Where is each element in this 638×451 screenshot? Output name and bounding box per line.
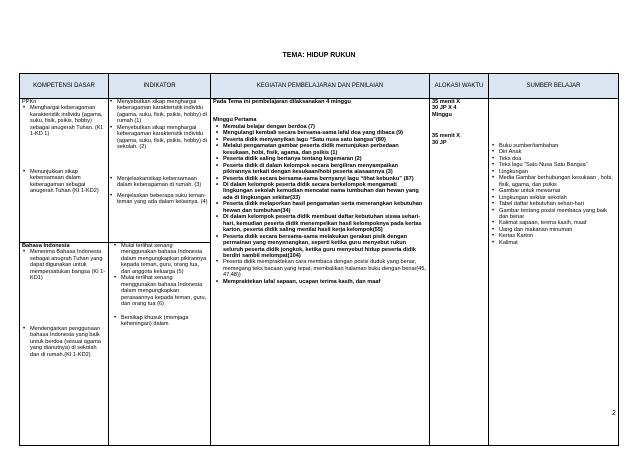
kd-cell-ppkn [20, 99, 109, 243]
sumber-cell [489, 99, 619, 446]
alokasi-line: 35 menit X [432, 133, 460, 140]
sumber-item: • Tabel daftar kebutuhan sehari-hari [491, 201, 616, 207]
lesson-plan-table [19, 73, 619, 446]
sumber-item: • Gambar untuk mewarnai [491, 188, 616, 194]
sumber-item: • Buku sumber/tambahan [491, 143, 616, 149]
alokasi-line: 35 menit X [432, 99, 460, 105]
kd-item: • Menerima Bahasa Indonesia sebagai anugrah Tuhan yang dapat digunakan untuk mempersatukan bangsa (KI 1-KD1) [22, 249, 106, 281]
indikator-item: • Mulai terlihat senang menggunakan bahasa Indonesia dalam mengungkapkan pikirannya kepada teman, guru, orang tua, dan anggota keluarga (5) [111, 243, 208, 275]
kd-item: • Menunjukkan sikap kebersamaan dalam keberagaman sebagai anugerah Tuhan (KI 1-KD2) [22, 169, 106, 195]
kd-cell-bahasa [20, 243, 109, 446]
kegiatan-item: • Peserta didik di dalam kelompok secara bergiliran menyampaikan pikirannya terkait dengan kesukaan/hobi peserta alasaannya (3) [213, 163, 427, 176]
sumber-item: • Diri Anak [491, 149, 616, 155]
table-header-row [20, 74, 619, 99]
kd-subject-ppkn: PPKn [22, 99, 37, 105]
kegiatan-item: • Di dalam kelompok peserta didik secara berkelompok mengamati lingkungan sekolah kemudian mencatat nama tumbuhan dan hewan yang ada di lingkungan sekitar(33) [213, 182, 427, 201]
alokasi-cell [430, 99, 489, 446]
header-sumber-belajar: SUMBER BELAJAR [489, 74, 619, 99]
kegiatan-item: • Mempraktekan lafal sapaan, ucapan terima kasih, dan maaf [213, 279, 427, 285]
indikator-cell-ppkn [109, 99, 211, 243]
sumber-item: • Kertas Karton [491, 233, 616, 239]
indikator-item: • Bersikap khusuk (memjaga keheningan) dalam [111, 315, 208, 328]
sumber-item: • Teks doa [491, 156, 616, 162]
indikator-item: • Menjelaskan beberapa suku teman-teman yang ada dalam kelasnya. (4) [111, 193, 208, 206]
sumber-item: • Lingkungan sekitar sekolah [491, 195, 616, 201]
indikator-item: • Menyebutkan sikap menghargai keberagaman karakteristik individu (agama, suku, fisik, psikis, hobby) di rumah (1) [111, 99, 208, 125]
alokasi-line: Minggu [432, 111, 452, 118]
sumber-item: • Teks lagu “Satu Nusa Satu Bangsa” [491, 162, 616, 168]
kegiatan-cell [211, 99, 430, 446]
kegiatan-intro: Pada Tema ini pembelajaran dilaksanakan 4 minggu [213, 99, 351, 105]
kegiatan-week: Minggu Pertama [213, 117, 257, 124]
alokasi-line: 30 JP X 4 [432, 105, 457, 112]
header-kegiatan: KEGIATAN PEMBELAJARAN DAN PENILAIAN [211, 74, 430, 99]
table-row [20, 99, 619, 243]
sumber-item: • Kalimat [491, 240, 616, 246]
sumber-item: • Uang dan makanan minuman [491, 227, 616, 233]
indikator-cell-bahasa [109, 243, 211, 446]
indikator-item: • Menjelaskansikap kebersamaan dalam keberagaman di rumah. (3) [111, 176, 208, 189]
indikator-item: • Mulai terlihat senang menggunakan bahasa Indonesia dalam mengungkapkan perasaannya kepada teman, guru, dan orang tua (6) [111, 275, 208, 307]
page-number: 2 [612, 410, 616, 417]
kegiatan-item: • Peserta didik saling bertanya tentang kegemaran (2) [213, 156, 427, 162]
kegiatan-item: • Peserta didik menyanyikan lagu “Satu nusa satu bangsa”(80) [213, 137, 427, 143]
indikator-item: • Menyebutkan sikap menghargai keberagaman karakteristik individu (agama, suku, fisik, psikis, hobby) di sekolah. (2) [111, 125, 208, 151]
kegiatan-item: • Peserta didik melaporkan hasil pengamatan serta menerangkan kebutuhan hewan dan tumbuhan(34) [213, 201, 427, 214]
document-title: TEMA: HIDUP RUKUN [282, 52, 356, 59]
kd-item: • Menghargai keberagaman karakteristik individu (agama, suku, fisik, psikis, hobby) sebagai anugerah Tuhan. (KI. 1-KD 1) [22, 105, 106, 137]
header-kompetensi-dasar: KOMPETENSI DASAR [20, 74, 109, 99]
kegiatan-item: • Mengulangi kembali secara bersama-sama lafal doa yang dibaca (9) [213, 130, 427, 136]
header-alokasi-waktu: ALOKASI WAKTU [430, 74, 489, 99]
alokasi-line: 30 JP [432, 139, 447, 146]
kd-subject-bahasa: Bahasa Indonesia [22, 243, 70, 249]
kegiatan-item: • Peserta didik mempraktekan cara membaca dengan posisi duduk yang benar, memegang teks bacaan yang tepat, membalikan halaman buku dengan benar(45, 47,48)) [213, 259, 427, 278]
sumber-item: • Media Gambar berhubungan kesukaan , hobi, fisik, agama, dan psikis [491, 175, 616, 188]
kegiatan-item: • Peserta didik secara bersama-sama bernyanyi lagu “lihat kebunku” (87) [213, 176, 427, 182]
header-indikator: INDIKATOR [109, 74, 211, 99]
sumber-item: • Lingkungan [491, 169, 616, 175]
sumber-item: • Kalimat sapaan, terima kasih, maaf [491, 220, 616, 226]
kegiatan-item: • Di dalam kelompok peserta didik membuat daftar kebutuhan siswa sehari-hari, kemudian peserta didik menempelkan hasil kelompoknya pada kertas karton, peserta didik saling menilai hasil kerja kelompok(55) [213, 214, 427, 233]
kegiatan-item: • Memulai belajar dengan berdoa (7) [213, 124, 427, 130]
kd-item: • Mendengarkan penggunaan bahasa Indonesia yang baik untuk berdoa (sesuai agama yang dianutnya) di sekolah dan di rumah.(KI 1-KD2) [22, 326, 106, 358]
kegiatan-item: • Peserta didik secara bersama-sama melakukan gerakan pisik dengan permainan yang menyenangkan, seperti ketika guru menyebut rukun seluruh peserta didik jongkok, ketika guru menyebut hidup peserta didik berdiri sambil melompat(104) [213, 234, 427, 260]
sumber-item: • Gambar tentang posisi membaca yang baik dan benar [491, 208, 616, 221]
kegiatan-item: • Melalui pengamatan gambar peserta didik menunjukan perbedaan kesukaan, hobi, fisik, agama, dan psikis (1) [213, 143, 427, 156]
